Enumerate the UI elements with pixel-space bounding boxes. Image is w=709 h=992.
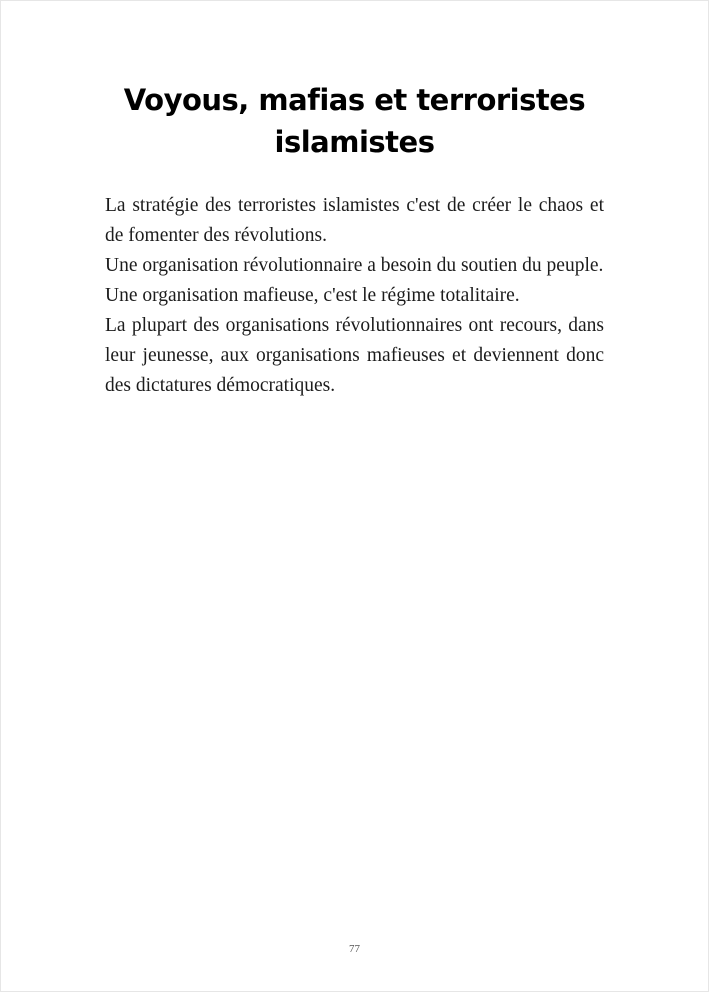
page-content	[105, 1, 604, 401]
paragraph: Une organisation révolutionnaire a besoin du soutien du peuple.	[105, 255, 604, 276]
body-text	[105, 191, 604, 401]
chapter-title: Voyous, mafias et terroristes islamistes	[123, 83, 586, 159]
paragraph: La stratégie des terroristes islamistes c'est de créer le chaos et de fomenter des révolutions.	[105, 195, 604, 246]
page-number: 77	[349, 943, 360, 955]
paragraph: Une organisation mafieuse, c'est le régime totalitaire.	[105, 285, 520, 306]
paragraph: La plupart des organisations révolutionnaires ont recours, dans leur jeunesse, aux organisations mafieuses et deviennent donc des dictatures démocratiques.	[105, 315, 604, 396]
